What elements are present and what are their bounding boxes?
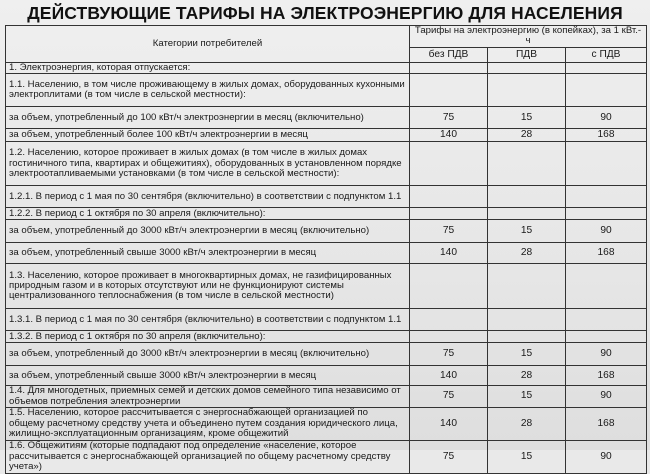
price-with-vat-cell bbox=[566, 186, 647, 208]
table-row bbox=[6, 366, 647, 386]
table-row bbox=[6, 309, 647, 331]
header-tariff: Тарифы на электроэнергию (в копейках), за 1 кВт.-ч bbox=[410, 26, 647, 48]
price-with-vat-cell bbox=[566, 142, 647, 186]
price-with-vat-cell: 168 bbox=[566, 366, 647, 386]
price-no-vat-cell: 75 bbox=[410, 441, 488, 474]
price-no-vat-cell: 75 bbox=[410, 343, 488, 366]
header-with-vat: с ПДВ bbox=[566, 47, 647, 62]
category-cell: за объем, употребленный свыше 3000 кВт/ч электроэнергии в месяц bbox=[6, 243, 410, 264]
category-cell: за объем, употребленный свыше 3000 кВт/ч электроэнергии в месяц bbox=[6, 366, 410, 386]
table-row bbox=[6, 186, 647, 208]
price-no-vat-cell: 75 bbox=[410, 107, 488, 129]
table-row bbox=[6, 208, 647, 220]
category-cell: 1.4. Для многодетных, приемных семей и детских домов семейного типа независимо от объемов потребления электроэнергии bbox=[6, 386, 410, 408]
price-no-vat-cell bbox=[410, 331, 488, 343]
price-no-vat-cell: 140 bbox=[410, 366, 488, 386]
vat-amount-cell bbox=[488, 331, 566, 343]
header-category: Категории потребителей bbox=[6, 26, 410, 63]
price-no-vat-cell: 75 bbox=[410, 220, 488, 243]
vat-amount-cell bbox=[488, 62, 566, 73]
vat-amount-cell: 15 bbox=[488, 441, 566, 474]
category-cell: 1.3. Населению, которое проживает в многоквартирных домах, не газифицированных природным газом и в которых отсутствуют или не функционируют системы централизованного теплоснабжения (в том числе в сельской местности) bbox=[6, 264, 410, 309]
vat-amount-cell: 15 bbox=[488, 220, 566, 243]
vat-amount-cell: 28 bbox=[488, 366, 566, 386]
category-cell: 1.3.1. В период с 1 мая по 30 сентября (включительно) в соответствии с подпунктом 1.1 bbox=[6, 309, 410, 331]
price-with-vat-cell: 168 bbox=[566, 243, 647, 264]
category-cell: 1.2.1. В период с 1 мая по 30 сентября (включительно) в соответствии с подпунктом 1.1 bbox=[6, 186, 410, 208]
price-with-vat-cell bbox=[566, 264, 647, 309]
price-no-vat-cell: 140 bbox=[410, 243, 488, 264]
category-cell: 1.3.2. В период с 1 октября по 30 апреля (включительно): bbox=[6, 331, 410, 343]
price-with-vat-cell: 90 bbox=[566, 343, 647, 366]
price-no-vat-cell bbox=[410, 142, 488, 186]
table-row bbox=[6, 343, 647, 366]
header-vat: ПДВ bbox=[488, 47, 566, 62]
category-cell: 1.2. Населению, которое проживает в жилых домах (в том числе в жилых домах гостиничного типа, квартирах и общежитиях), оборудованных в установленном порядке электроотапливаемыми установками (в том числе в сельской местности): bbox=[6, 142, 410, 186]
vat-amount-cell bbox=[488, 309, 566, 331]
vat-amount-cell bbox=[488, 208, 566, 220]
price-no-vat-cell bbox=[410, 62, 488, 73]
table-row bbox=[6, 386, 647, 408]
table-row bbox=[6, 408, 647, 441]
page-title: ДЕЙСТВУЮЩИЕ ТАРИФЫ НА ЭЛЕКТРОЭНЕРГИЮ ДЛЯ НАСЕЛЕНИЯ bbox=[27, 3, 623, 23]
vat-amount-cell: 15 bbox=[488, 386, 566, 408]
price-no-vat-cell bbox=[410, 186, 488, 208]
price-with-vat-cell: 168 bbox=[566, 129, 647, 142]
vat-amount-cell: 15 bbox=[488, 107, 566, 129]
vat-amount-cell: 28 bbox=[488, 408, 566, 441]
table-row bbox=[6, 264, 647, 309]
price-with-vat-cell: 168 bbox=[566, 408, 647, 441]
vat-amount-cell: 28 bbox=[488, 129, 566, 142]
category-cell: 1.6. Общежитиям (которые подпадают под определение «население, которое рассчитывается с энергоснабжающей организацией по общему расчетному средству учета») bbox=[6, 441, 410, 474]
price-with-vat-cell: 90 bbox=[566, 220, 647, 243]
price-no-vat-cell: 75 bbox=[410, 386, 488, 408]
tariff-table bbox=[5, 25, 647, 474]
price-with-vat-cell bbox=[566, 62, 647, 73]
category-cell: 1.2.2. В период с 1 октября по 30 апреля (включительно): bbox=[6, 208, 410, 220]
category-cell: за объем, употребленный до 100 кВт/ч электроэнергии в месяц (включительно) bbox=[6, 107, 410, 129]
table-row bbox=[6, 62, 647, 73]
table-row bbox=[6, 142, 647, 186]
price-with-vat-cell: 90 bbox=[566, 107, 647, 129]
vat-amount-cell bbox=[488, 74, 566, 107]
vat-amount-cell bbox=[488, 264, 566, 309]
price-with-vat-cell bbox=[566, 331, 647, 343]
table-row bbox=[6, 129, 647, 142]
price-with-vat-cell bbox=[566, 74, 647, 107]
category-cell: 1.1. Населению, в том числе проживающему в жилых домах, оборудованных кухонными электроплитами (в том числе в сельской местности): bbox=[6, 74, 410, 107]
table-row bbox=[6, 441, 647, 474]
price-no-vat-cell bbox=[410, 74, 488, 107]
price-with-vat-cell bbox=[566, 309, 647, 331]
header-no-vat: без ПДВ bbox=[410, 47, 488, 62]
vat-amount-cell bbox=[488, 142, 566, 186]
price-no-vat-cell bbox=[410, 264, 488, 309]
category-cell: 1.5. Населению, которое рассчитывается с энергоснабжающей организацией по общему расчетному средству учета и объединено путем создания юридического лица, жилищно-эксплуатационным организациям, кроме общежитий bbox=[6, 408, 410, 441]
table-row bbox=[6, 107, 647, 129]
category-cell: за объем, употребленный более 100 кВт/ч электроэнергии в месяц bbox=[6, 129, 410, 142]
vat-amount-cell: 15 bbox=[488, 343, 566, 366]
price-no-vat-cell: 140 bbox=[410, 129, 488, 142]
category-cell: 1. Электроэнергия, которая отпускается: bbox=[6, 62, 410, 73]
vat-amount-cell bbox=[488, 186, 566, 208]
table-row bbox=[6, 243, 647, 264]
price-no-vat-cell bbox=[410, 309, 488, 331]
price-no-vat-cell: 140 bbox=[410, 408, 488, 441]
table-row bbox=[6, 74, 647, 107]
category-cell: за объем, употребленный до 3000 кВт/ч электроэнергии в месяц (включительно) bbox=[6, 220, 410, 243]
price-with-vat-cell: 90 bbox=[566, 441, 647, 474]
price-with-vat-cell bbox=[566, 208, 647, 220]
category-cell: за объем, употребленный до 3000 кВт/ч электроэнергии в месяц (включительно) bbox=[6, 343, 410, 366]
header-row bbox=[6, 26, 647, 48]
vat-amount-cell: 28 bbox=[488, 243, 566, 264]
table-row bbox=[6, 220, 647, 243]
table-row bbox=[6, 331, 647, 343]
price-no-vat-cell bbox=[410, 208, 488, 220]
price-with-vat-cell: 90 bbox=[566, 386, 647, 408]
